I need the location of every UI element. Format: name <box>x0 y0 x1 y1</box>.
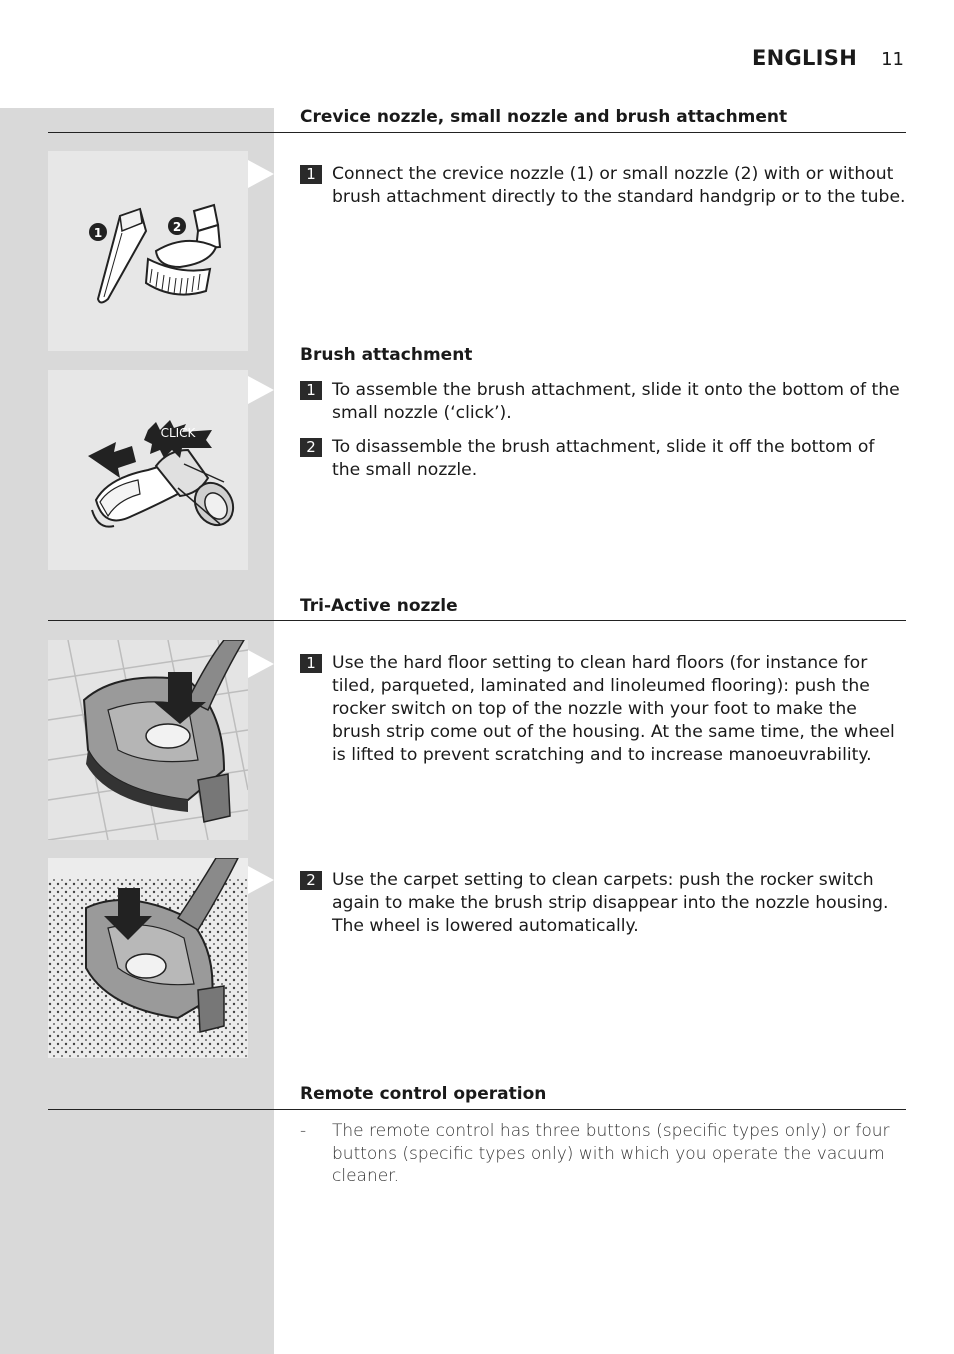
bullet-remote-1 <box>300 1120 906 1188</box>
step-brush-1 <box>300 379 906 425</box>
step-number: 1 <box>300 165 322 184</box>
figure-brush-attachment <box>48 370 248 570</box>
step-number: 1 <box>300 654 322 673</box>
step-text: Use the carpet setting to clean carpets: push the rocker switch again to make the brush strip disappear into the nozzle housing. The wheel is lowered automatically. <box>332 870 889 936</box>
step-text: Use the hard floor setting to clean hard floors (for instance for tiled, parqueted, laminated and linoleumed flooring): push the rocker switch on top of the nozzle with your foot to make the brush strip come out of the housing. At the same time, the wheel is lifted to prevent scratching and to increase manoeuvrability. <box>332 653 895 765</box>
hard-floor-illustration <box>48 640 248 840</box>
step-number: 2 <box>300 438 322 457</box>
section-title-brush: Brush attachment <box>300 345 473 365</box>
page-header <box>752 46 904 70</box>
carpet-illustration <box>48 858 248 1058</box>
click-label: CLICK <box>160 426 196 440</box>
step-text: To assemble the brush attachment, slide it onto the bottom of the small nozzle (‘click’). <box>332 380 900 423</box>
marker-2-label: 2 <box>172 220 182 234</box>
step-triactive-2 <box>300 869 906 938</box>
step-triactive-1 <box>300 652 906 767</box>
step-number: 1 <box>300 381 322 400</box>
step-number: 2 <box>300 871 322 890</box>
step-text: To disassemble the brush attachment, slide it off the bottom of the small nozzle. <box>332 437 875 480</box>
figure-carpet <box>48 858 248 1058</box>
section-title-triactive: Tri-Active nozzle <box>300 596 458 616</box>
figure-pointer <box>248 866 274 894</box>
step-text: Connect the crevice nozzle (1) or small nozzle (2) with or without brush attachment directly to the standard handgrip or to the tube. <box>332 164 906 207</box>
page-number: 11 <box>881 49 904 70</box>
step-brush-2 <box>300 436 906 482</box>
marker-1-label: 1 <box>93 226 103 240</box>
figure-pointer <box>248 160 274 188</box>
figure-pointer <box>248 376 274 404</box>
slide-arrow-icon <box>88 442 136 478</box>
language-label: ENGLISH <box>751 46 858 70</box>
bullet-dash: - <box>300 1121 307 1141</box>
figure-crevice-small-nozzle <box>48 151 248 351</box>
brush-click-illustration <box>48 370 248 570</box>
bullet-text: The remote control has three buttons (specific types only) or four buttons (specific types only) with which you operate the vacuum cleaner. <box>332 1121 890 1186</box>
nozzles-illustration <box>48 151 248 351</box>
section-rule-remote <box>48 1109 906 1110</box>
figure-hard-floor <box>48 640 248 840</box>
section-title-remote: Remote control operation <box>300 1084 547 1104</box>
step-crevice-1 <box>300 163 906 209</box>
section-title-crevice: Crevice nozzle, small nozzle and brush attachment <box>300 107 788 127</box>
figure-pointer <box>248 650 274 678</box>
section-rule-triactive <box>48 620 906 621</box>
section-rule-crevice <box>48 132 906 133</box>
